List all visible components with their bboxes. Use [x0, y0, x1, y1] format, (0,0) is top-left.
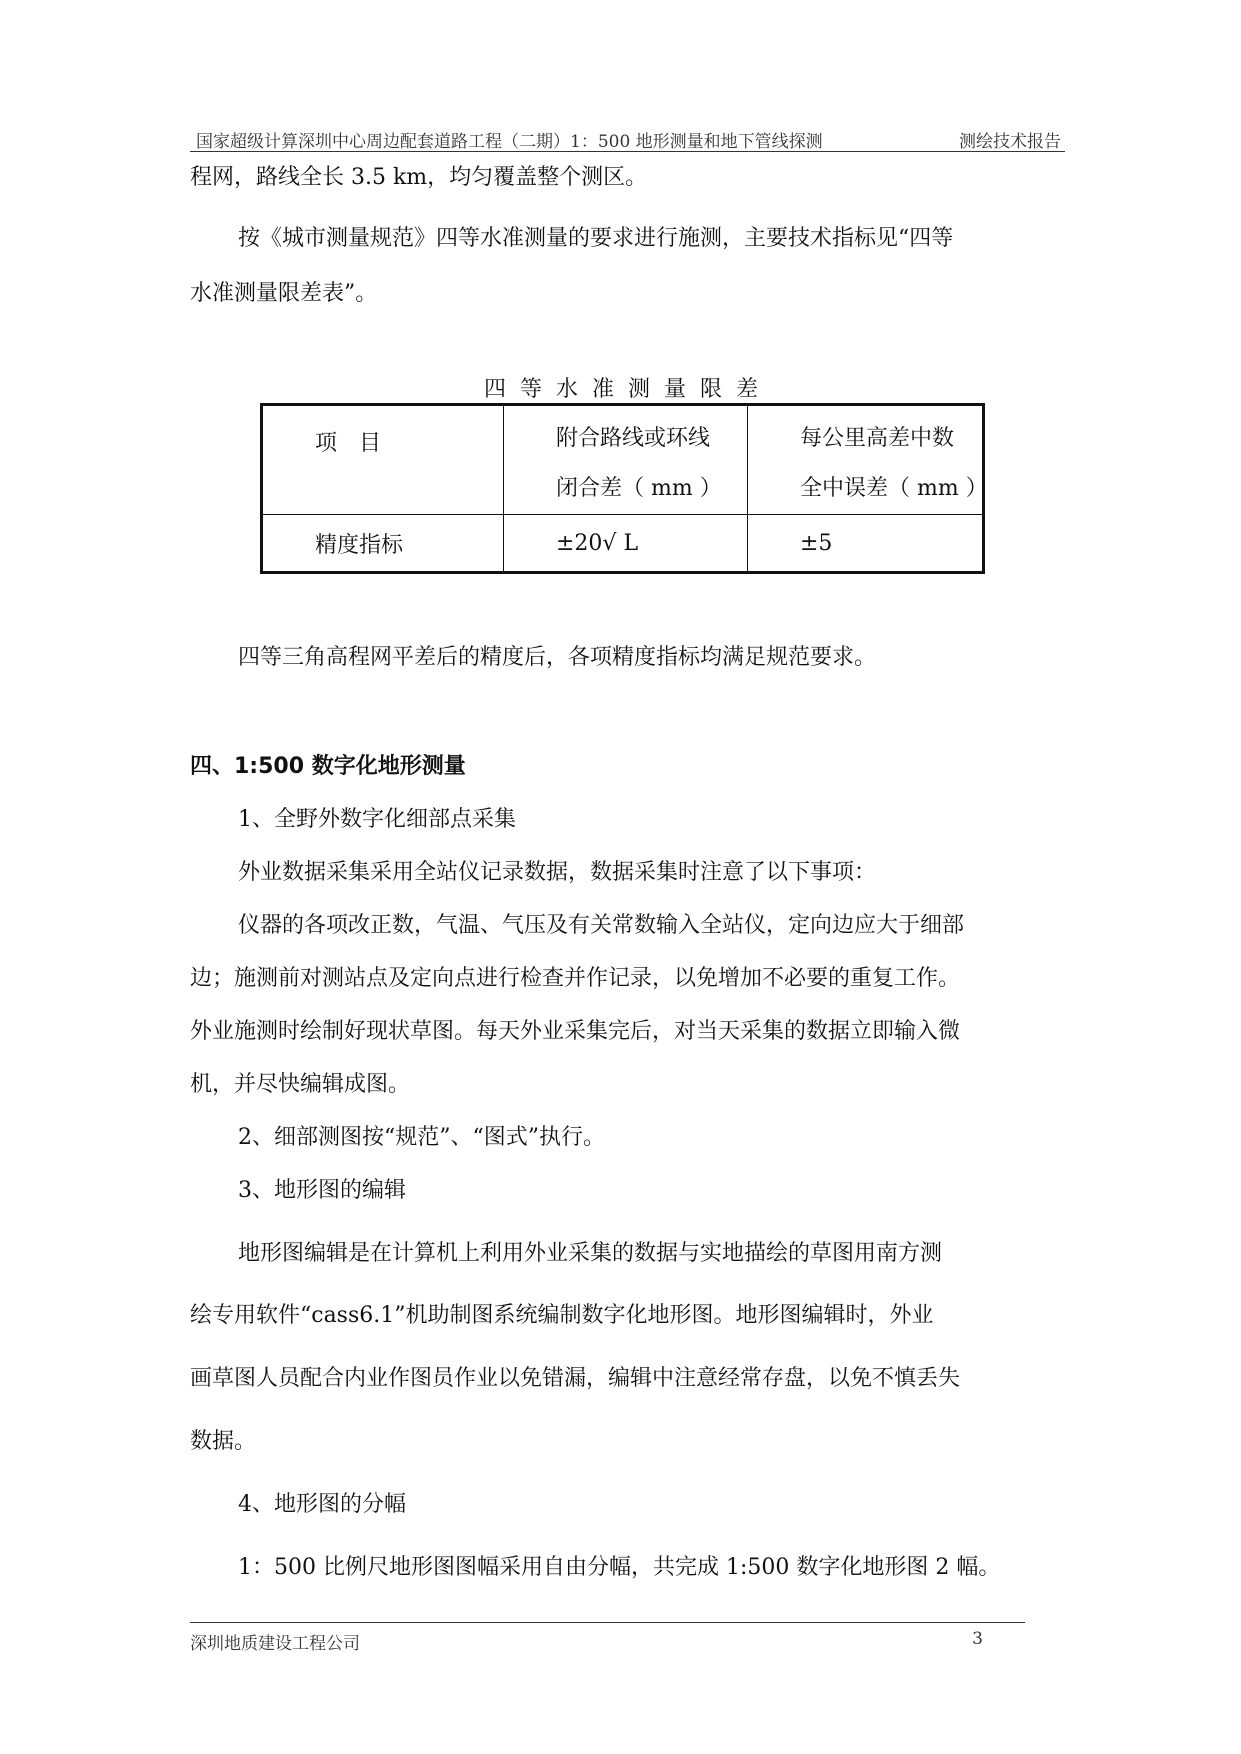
- paragraph-network-length: 程网，路线全长 3.5 km，均匀覆盖整个测区。: [190, 165, 648, 190]
- cell-precision-label: 精度指标: [262, 515, 504, 573]
- table-row: [262, 515, 984, 573]
- subheading-3: 3、地形图的编辑: [238, 1178, 406, 1203]
- subheading-1: 1、全野外数字化细部点采集: [238, 807, 516, 832]
- header-cell-item: 项 目: [262, 405, 504, 515]
- paragraph-instrument-line3: 外业施测时绘制好现状草图。每天外业采集完后，对当天采集的数据立即输入微: [190, 1019, 961, 1044]
- paragraph-editing-line2: 绘专用软件“cass6.1”机助制图系统编制数字化地形图。地形图编辑时，外业: [190, 1303, 934, 1328]
- table-title: 四等水准测量限差: [484, 377, 773, 402]
- paragraph-editing-line4: 数据。: [190, 1429, 257, 1454]
- paragraph-editing-line3: 画草图人员配合内业作图员作业以免错漏，编辑中注意经常存盘，以免不慎丢失: [190, 1366, 961, 1391]
- tolerance-table: [260, 403, 988, 574]
- paragraph-precision-result: 四等三角高程网平差后的精度后，各项精度指标均满足规范要求。: [238, 645, 877, 670]
- header-report-type: 测绘技术报告: [959, 132, 1061, 152]
- cell-error-value: ±5: [748, 515, 984, 573]
- paragraph-instrument-line1: 仪器的各项改正数，气温、气压及有关常数输入全站仪，定向边应大于细部: [238, 913, 965, 938]
- paragraph-sheet-division: 1：500 比例尺地形图图幅采用自由分幅，共完成 1:500 数字化地形图 2 幅。: [238, 1555, 1001, 1580]
- header-cell-error: [748, 405, 988, 515]
- paragraph-data-collection: 外业数据采集采用全站仪记录数据，数据采集时注意了以下事项：: [238, 860, 877, 885]
- page-footer: [190, 1622, 1025, 1654]
- paragraph-instrument-line4: 机，并尽快编辑成图。: [190, 1072, 411, 1097]
- paragraph-spec-line2: 水准测量限差表”。: [190, 281, 378, 306]
- paragraph-instrument-line2: 边；施测前对测站点及定向点进行检查并作记录，以免增加不必要的重复工作。: [190, 966, 961, 991]
- header-closure-line1: 附合路线或环线: [556, 426, 711, 451]
- paragraph-spec-line1: 按《城市测量规范》四等水准测量的要求进行施测，主要技术指标见“四等: [238, 226, 954, 251]
- header-project-title: 国家超级计算深圳中心周边配套道路工程（二期）1：500 地形测量和地下管线探测: [196, 132, 823, 152]
- header-error-line2: 全中误差（ mm ）: [800, 476, 988, 501]
- footer-company: 深圳地质建设工程公司: [190, 1634, 360, 1654]
- header-error-line1: 每公里高差中数: [800, 426, 955, 451]
- header-closure-line2: 闭合差（ mm ）: [556, 476, 722, 501]
- table-header-row: [262, 405, 984, 515]
- subheading-2: 2、细部测图按“规范”、“图式”执行。: [238, 1125, 605, 1150]
- page-number: 3: [972, 1629, 983, 1649]
- page-header: [190, 125, 1065, 152]
- paragraph-editing-line1: 地形图编辑是在计算机上利用外业采集的数据与实地描绘的草图用南方测: [238, 1241, 943, 1266]
- subheading-4: 4、地形图的分幅: [238, 1492, 406, 1517]
- cell-closure-value: ±20√ L: [504, 515, 748, 573]
- header-cell-closure: [504, 405, 748, 515]
- section-heading-4: 四、1:500 数字化地形测量: [190, 754, 466, 779]
